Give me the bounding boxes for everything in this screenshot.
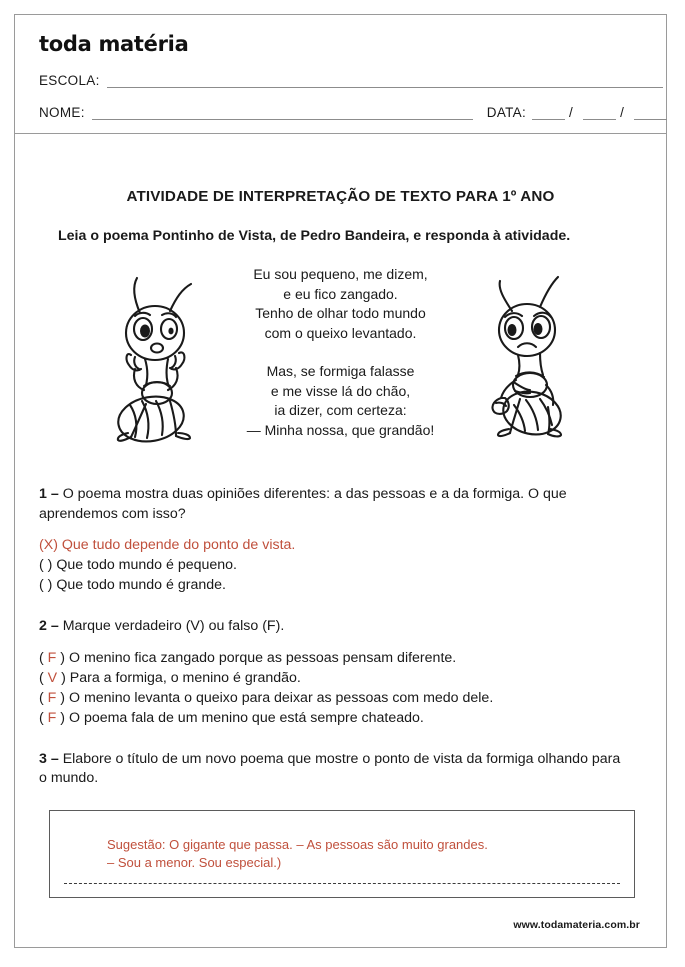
data-year-line[interactable] [634,106,667,120]
poem-line: Mas, se formiga falasse [266,363,415,379]
question-3-body: Elabore o título de um novo poema que mostre o ponto de vista da formiga olhando para o mundo. [39,750,621,786]
data-label: DATA: [486,105,527,120]
tf-item-1-label: O menino fica zangado porque as pessoas pensam diferente. [68,649,457,666]
question-2-options [39,648,642,728]
question-2-number: 2 – [39,618,59,634]
tf-item-2-label: Para a formiga, o menino é grandão. [69,669,301,686]
question-1-body: O poema mostra duas opiniões diferentes: a das pessoas e a da formiga. O que aprendemos com isso? [39,486,567,522]
tf-item-4[interactable] [39,708,642,728]
poem-line: e me visse lá do chão, [270,382,411,399]
question-2 [39,617,642,728]
poem-line: — Minha nossa, que grandão! [246,421,435,438]
tf-open-paren: ( [39,669,48,686]
tf-item-3[interactable] [39,688,642,708]
tf-item-1-letter: F [47,649,57,666]
tf-open-paren: ( [39,709,48,726]
question-1-options [39,535,642,595]
question-1-text [39,485,629,524]
answer-suggestion [107,836,488,872]
data-month-line[interactable] [583,106,616,120]
poem-stanza-2 [216,362,466,440]
poem-line: com o queixo levantado. [264,324,417,341]
option-c-mark: ( ) [39,577,53,593]
poem-line: ia dizer, com certeza: [274,402,407,418]
tf-item-4-label: O poema fala de um menino que está sempre chateado. [68,709,424,726]
data-slash-2: / [620,105,625,120]
nome-label: NOME: [39,105,85,120]
escola-input-line[interactable] [107,74,663,88]
answer-suggestion-line-1: Sugestão: O gigante que passa. – As pessoas são muito grandes. [107,836,488,852]
answer-writing-line [64,883,620,884]
answer-box[interactable] [49,810,635,898]
poem-line: Tenho de olhar todo mundo [255,305,426,321]
poem-block [39,263,642,463]
question-2-text [39,617,629,637]
poem-stanza-1 [216,265,466,343]
tf-item-3-letter: F [47,689,57,706]
answer-suggestion-line-2: – Sou a menor. Sou especial.) [107,854,282,870]
option-c-label: Que todo mundo é grande. [56,577,226,593]
option-a[interactable] [39,535,642,555]
tf-item-2[interactable] [39,668,642,688]
escola-field-row [39,73,663,88]
poem-line: e eu fico zangado. [283,285,398,302]
footer-website: www.todamateria.com.br [513,919,640,931]
poem-text [216,263,466,440]
tf-close-paren: ) [56,649,66,666]
worksheet-content [15,188,666,898]
tf-open-paren: ( [39,649,48,666]
question-1-number: 1 – [39,486,59,502]
worksheet-page [14,14,667,948]
page-title: ATIVIDADE DE INTERPRETAÇÃO DE TEXTO PARA 1º ANO [126,188,555,205]
tf-open-paren: ( [39,689,48,706]
poem-line: Eu sou pequeno, me dizem, [253,266,428,282]
option-b-mark: ( ) [39,557,53,573]
tf-item-4-letter: F [47,709,57,726]
tf-item-3-label: O menino levanta o queixo para deixar as pessoas com medo dele. [68,689,494,706]
nome-input-line[interactable] [92,106,473,120]
data-slash-1: / [569,105,574,120]
tf-item-2-letter: V [47,669,58,686]
tf-close-paren: ) [56,689,66,706]
escola-label: ESCOLA: [39,73,100,88]
option-a-label: Que tudo depende do ponto de vista. [61,537,296,553]
tf-close-paren: ) [56,709,66,726]
option-b-label: Que todo mundo é pequeno. [56,557,238,573]
nome-field-row [39,105,667,120]
ant-surprised-illustration [100,263,212,446]
tf-close-paren: ) [57,669,66,686]
option-a-mark: (X) [39,537,58,553]
tf-item-1[interactable] [39,648,642,668]
data-day-line[interactable] [532,106,565,120]
instruction-text: Leia o poema Pontinho de Vista, de Pedro Bandeira, e responda à atividade. [58,228,571,244]
page-header [15,15,666,134]
question-3 [39,750,642,789]
question-3-number: 3 – [39,750,59,767]
question-2-body: Marque verdadeiro (V) ou falso (F). [62,618,285,634]
option-b[interactable] [39,555,642,575]
brand-logo: toda matéria [39,32,189,56]
ant-angry-illustration [470,263,582,442]
question-3-text [39,750,629,789]
option-c[interactable] [39,575,642,595]
question-1 [39,485,642,595]
